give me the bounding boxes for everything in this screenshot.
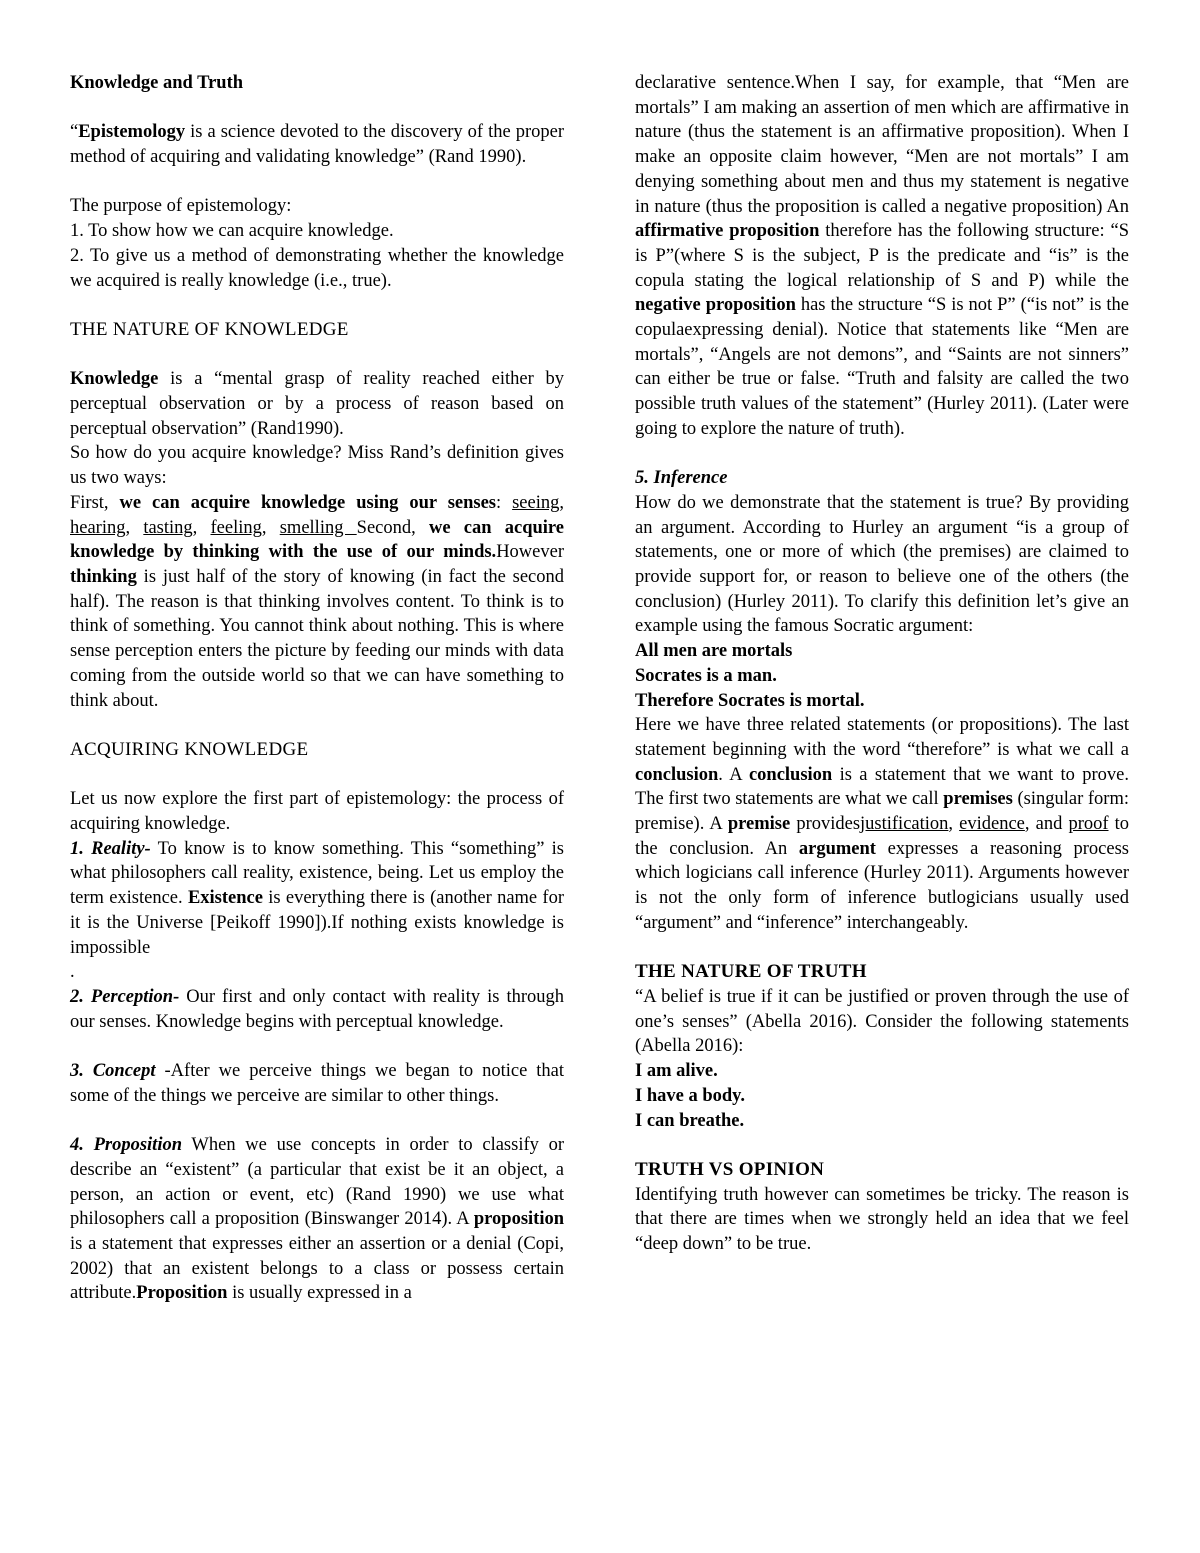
concept-item: 3. Concept -After we perceive things we began to notice that some of the things we perceive are similar to other things. (70, 1061, 564, 1106)
stray-dot: . (70, 962, 75, 983)
purpose-heading: The purpose of epistemology: (70, 196, 292, 217)
section-heading-nature-of-truth: THE NATURE OF TRUTH (635, 961, 867, 983)
proposition-item: 4. Proposition When we use concepts in order to classify or describe an “existent” (a particular that exist be it an object, a person, an action or event, etc) (Rand 1990) we use what philosophers call a proposition (Binswanger 2014). A proposition is a statement that expresses either an assertion or a denial (Copi, 2002) that an existent belongs to a class or possess certain attribute.Proposition is usually expressed in a (70, 1135, 564, 1304)
perception-item: 2. Perception- Our first and only contact with reality is through our senses. Knowledge begins with perceptual knowledge. (70, 986, 564, 1032)
left-column (70, 71, 564, 1306)
section-heading-acquiring-knowledge: ACQUIRING KNOWLEDGE (70, 738, 309, 760)
purpose-item: 1. To show how we can acquire knowledge. (70, 221, 394, 242)
knowledge-ways: First, we can acquire knowledge using our senses: seeing, hearing, tasting, feeling, smelling Second, we can acquire knowledge by thinking with the use of our minds.However thinking is just half of the story of knowing (in fact the second half). The reason is that thinking involves content. To think is to think of something. You cannot think about nothing. This is where sense perception enters the picture by feeding our minds with data coming from the outside world so that we can have something to think about. (70, 492, 565, 711)
truth-opinion-paragraph: Identifying truth however can sometimes be tricky. The reason is that there are times when we strongly held an idea that we feel “deep down” to be true. (635, 1184, 1129, 1254)
inference-paragraph: How do we demonstrate that the statement is true? By providing an argument. According to Hurley an argument “is a group of statements, one or more of which (the premises) are claimed to provide support for, or reason to believe one of the others (the conclusion) (Hurley 2011). To clarify this definition let’s give an example using the famous Socratic argument: (635, 492, 1129, 637)
truth-statement: I can breathe. (635, 1110, 745, 1131)
section-heading-nature-of-knowledge: THE NATURE OF KNOWLEDGE (70, 318, 349, 340)
syllogism-line: Socrates is a man. (635, 665, 777, 686)
syllogism-line: All men are mortals (635, 641, 793, 662)
right-column (635, 71, 1129, 1257)
document-title: Knowledge and Truth (70, 73, 244, 93)
knowledge-question: So how do you acquire knowledge? Miss Rand’s definition gives us two ways: (70, 443, 564, 489)
truth-statement: I am alive. (635, 1061, 718, 1082)
intro-paragraph: “Epistemology is a science devoted to the discovery of the proper method of acquiring and validating knowledge” (Rand 1990). (70, 122, 564, 168)
acquiring-intro: Let us now explore the first part of epistemology: the process of acquiring knowledge. (70, 789, 564, 834)
purpose-item: 2. To give us a method of demonstrating whether the knowledge we acquired is really knowledge (i.e., true). (70, 245, 564, 291)
truth-paragraph: “A belief is true if it can be justified or proven through the use of one’s senses” (Abella 2016). Consider the following statements (Abella 2016): (635, 986, 1129, 1057)
proposition-continued: declarative sentence.When I say, for example, that “Men are mortals” I am making an assertion of men which are affirmative in nature (thus the statement is an affirmative proposition). When I make an opposite claim however, “Men are not mortals” I am denying something about men and thus my statement is negative in nature (thus the proposition is called a negative proposition) An affirmative proposition therefore has the following structure: “S is P”(where S is the subject, P is the predicate and “is” is the copula stating the logical relationship of S and P) while the negative proposition has the structure “S is not P” (“is not” is the copulaexpressing denial). Notice that statements like “Men are mortals”, “Angels are not demons”, and “Saints are not sinners” can either be true or false. “Truth and falsity are called the two possible truth values of the statement” (Hurley 2011). (Later were going to explore the nature of truth). (635, 73, 1129, 439)
knowledge-definition: Knowledge is a “mental grasp of reality reached either by perceptual observation or by a process of reason based on perceptual observation” (Rand1990). (70, 369, 564, 439)
syllogism-line: Therefore Socrates is mortal. (635, 690, 865, 711)
section-heading-truth-vs-opinion: TRUTH VS OPINION (635, 1158, 825, 1180)
reality-item: 1. Reality- To know is to know something. This “something” is what philosophers call reality, existence, being. Let us employ the term existence. Existence is everything there is (another name for it is the Universe [Peikoff 1990]).If nothing exists knowledge is impossible (70, 838, 565, 958)
inference-heading: 5. Inference (635, 468, 728, 489)
truth-statement: I have a body. (635, 1085, 746, 1106)
argument-paragraph: Here we have three related statements (or propositions). The last statement beginning with the word “therefore” is what we call a conclusion. A conclusion is a statement that we want to prove. The first two statements are what we call premises (singular form: premise). A premise providesjustification, evidence, and proof to the conclusion. An argument expresses a reasoning process which logicians call inference (Hurley 2011). Arguments however is not the only form of inference butlogicians usually used “argument” and “inference” interchangeably. (635, 715, 1130, 933)
